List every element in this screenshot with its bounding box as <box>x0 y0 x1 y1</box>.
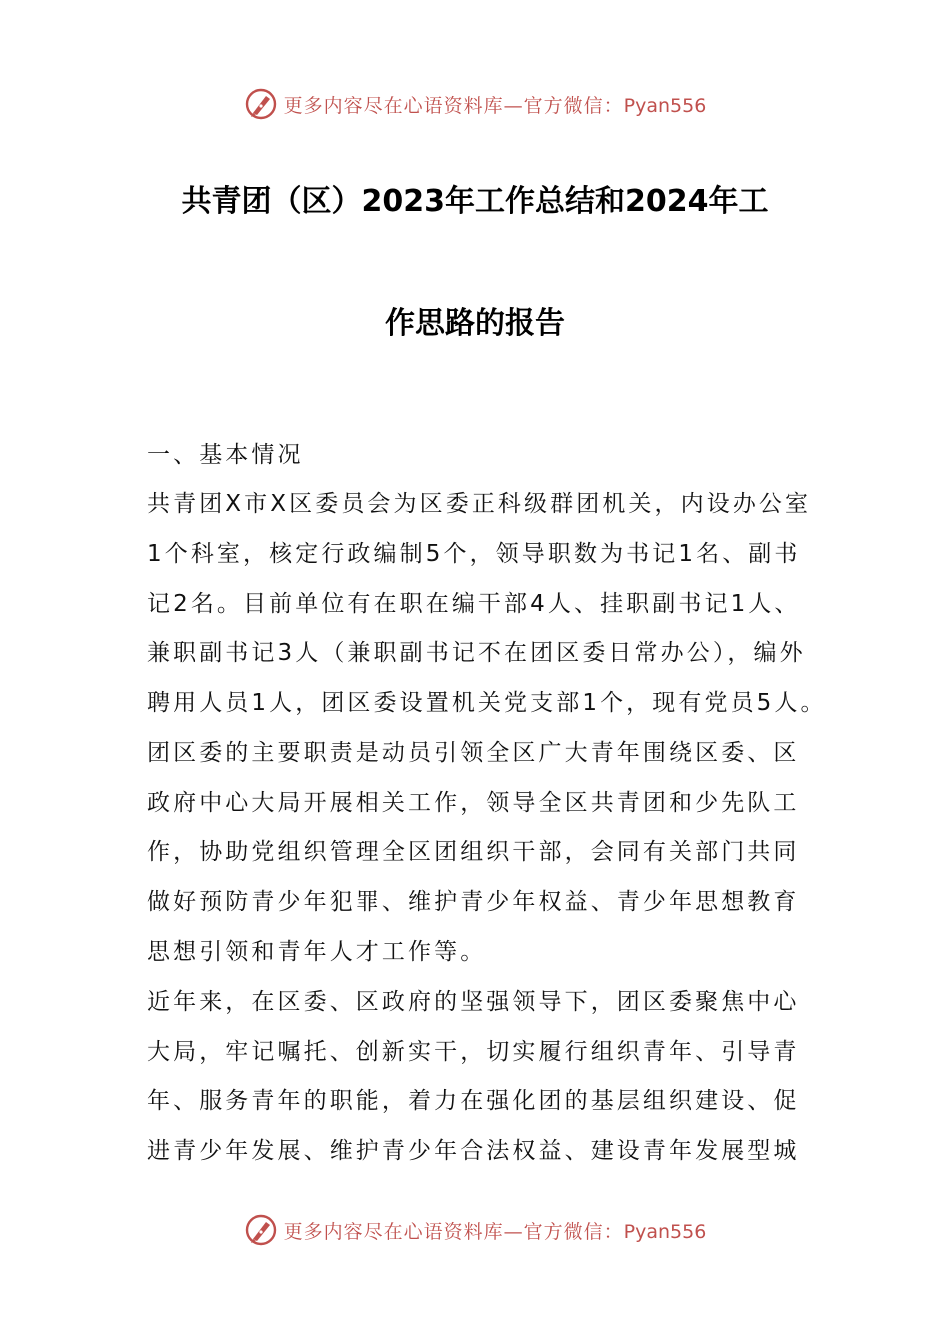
body-line: 大局，牢记嘱托、创新实干，切实履行组织青年、引导青 <box>147 1039 800 1065</box>
footer-banner <box>0 1208 950 1252</box>
header-banner <box>0 82 950 126</box>
header-banner-text: 更多内容尽在心语资料库—官方微信：Pyan556 <box>283 94 707 117</box>
body-line: 思想引领和青年人才工作等。 <box>147 939 487 965</box>
body-line: 近年来，在区委、区政府的坚强领导下，团区委聚焦中心 <box>147 989 800 1015</box>
body-line: 做好预防青少年犯罪、维护青少年权益、青少年思想教育 <box>147 889 800 915</box>
body-line: 进青少年发展、维护青少年合法权益、建设青年发展型城 <box>147 1138 800 1164</box>
document-title-line1: 共青团（区）2023年工作总结和2024年工 <box>181 184 769 219</box>
body-line: 共青团X市X区委员会为区委正科级群团机关，内设办公室 <box>147 491 812 517</box>
body-line: 作，协助党组织管理全区团组织干部，会同有关部门共同 <box>147 839 800 865</box>
body-line: 政府中心大局开展相关工作，领导全区共青团和少先队工 <box>147 790 800 816</box>
body-line: 记2名。目前单位有在职在编干部4人、挂职副书记1人、 <box>147 591 801 617</box>
pen-nib-logo-icon <box>244 87 278 121</box>
body-line: 聘用人员1人，团区委设置机关党支部1个，现有党员5人。 <box>147 690 827 716</box>
body-line: 团区委的主要职责是动员引领全区广大青年围绕区委、区 <box>147 740 800 766</box>
document-title-line2: 作思路的报告 <box>385 306 565 341</box>
section-heading: 一、基本情况 <box>147 442 304 468</box>
footer-wechat-id: Pyan556 <box>623 1220 707 1243</box>
pen-nib-logo-icon <box>244 1213 278 1247</box>
body-line: 1个科室，核定行政编制5个，领导职数为书记1名、副书 <box>147 541 801 567</box>
header-wechat-id: Pyan556 <box>623 94 707 117</box>
body-line: 兼职副书记3人（兼职副书记不在团区委日常办公），编外 <box>147 640 806 666</box>
body-line: 年、服务青年的职能，着力在强化团的基层组织建设、促 <box>147 1088 800 1114</box>
footer-banner-text: 更多内容尽在心语资料库—官方微信：Pyan556 <box>283 1220 707 1243</box>
